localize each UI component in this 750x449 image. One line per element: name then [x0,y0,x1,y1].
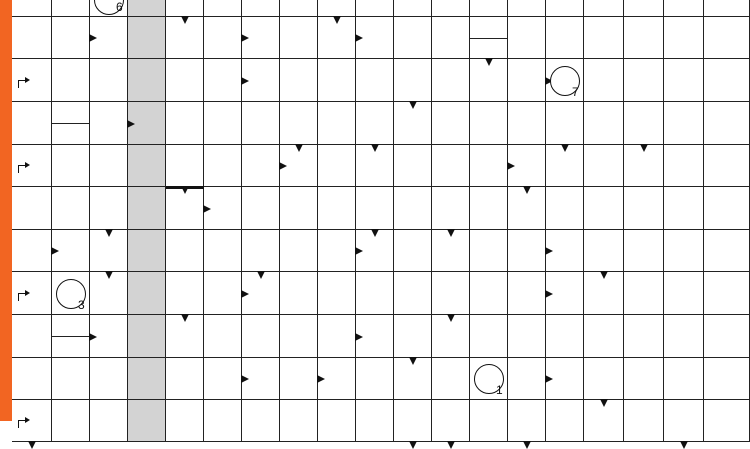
clue-cell [12,0,52,17]
arrow-down-icon [181,16,189,24]
clue-cell [318,315,356,358]
arrow-right-icon [279,162,287,170]
clue-cell [166,145,204,187]
arrow-down-icon [28,441,36,449]
arrow-down-icon [181,186,189,194]
answer-cell[interactable] [204,230,242,272]
answer-cell[interactable] [624,272,664,315]
answer-cell[interactable] [624,230,664,272]
clue-cell [318,0,356,17]
answer-cell[interactable] [624,0,664,17]
answer-cell[interactable] [546,315,584,358]
clue-cell [12,102,52,145]
clue-cell [242,145,280,187]
answer-cell[interactable] [624,358,664,400]
arrow-down-icon [371,144,379,152]
clue-cell [166,400,204,442]
answer-cell[interactable] [508,59,546,102]
arrow-down-icon [447,314,455,322]
entry-arrow-icon [18,80,25,88]
shaded-column-cell [128,0,166,17]
answer-cell[interactable] [470,102,508,145]
crossword-grid [12,0,750,421]
answer-cell[interactable] [546,187,584,230]
arrow-down-icon [680,441,688,449]
answer-cell[interactable] [664,400,704,442]
clue-cell [52,315,90,358]
solution-number: 1 [496,383,503,397]
arrow-right-icon [241,290,249,298]
arrow-down-icon [257,271,265,279]
answer-cell[interactable] [704,230,750,272]
shaded-column-cell [128,17,166,59]
answer-cell[interactable] [624,59,664,102]
answer-cell[interactable] [664,17,704,59]
shaded-column-cell [128,230,166,272]
answer-cell[interactable] [704,145,750,187]
clue-cell [394,0,432,17]
answer-cell[interactable] [584,59,624,102]
arrow-right-icon [241,34,249,42]
answer-cell[interactable] [432,17,470,59]
shaded-column-cell [128,315,166,358]
arrow-down-icon [485,58,493,66]
entry-arrow-icon [18,165,25,173]
solution-number: 7 [572,85,579,99]
answer-cell[interactable] [52,17,90,59]
arrow-right-icon [355,34,363,42]
clue-cell [356,187,394,230]
clue-cell [12,358,52,400]
arrow-down-icon [371,229,379,237]
answer-cell[interactable] [470,187,508,230]
arrow-right-icon [127,120,135,128]
answer-cell[interactable] [704,400,750,442]
answer-cell[interactable] [704,272,750,315]
answer-cell[interactable] [508,0,546,17]
arrow-right-icon [355,333,363,341]
answer-cell[interactable] [394,145,432,187]
clue-cell [318,230,356,272]
shaded-column-cell [128,145,166,187]
answer-cell[interactable] [242,0,280,17]
answer-cell[interactable] [204,315,242,358]
answer-cell[interactable] [166,102,204,145]
answer-cell[interactable] [470,0,508,17]
arrow-down-icon [409,357,417,365]
clue-cell [664,358,704,400]
clue-divider [52,336,89,337]
clue-cell [166,0,204,17]
answer-cell[interactable] [280,0,318,17]
arrow-down-icon [600,399,608,407]
answer-cell[interactable] [704,0,750,17]
answer-cell[interactable] [280,272,318,315]
answer-cell[interactable] [166,230,204,272]
answer-cell[interactable] [584,145,624,187]
answer-cell[interactable] [204,0,242,17]
answer-cell[interactable] [546,0,584,17]
answer-cell[interactable] [52,358,90,400]
answer-cell[interactable] [664,59,704,102]
clue-cell [508,358,546,400]
answer-cell[interactable] [624,315,664,358]
answer-cell[interactable] [242,400,280,442]
clue-cell [280,358,318,400]
answer-cell[interactable] [704,59,750,102]
arrow-down-icon [409,441,417,449]
clue-cell [12,315,52,358]
answer-cell[interactable] [318,102,356,145]
answer-cell[interactable] [204,102,242,145]
answer-cell[interactable] [546,400,584,442]
orange-edge-strip [0,0,12,421]
clue-cell [204,272,242,315]
clue-cell [432,187,470,230]
answer-cell[interactable] [432,59,470,102]
clue-cell [90,187,128,230]
answer-cell[interactable] [432,358,470,400]
answer-cell[interactable] [470,400,508,442]
clue-divider [52,123,89,124]
answer-cell[interactable] [664,315,704,358]
answer-cell[interactable] [432,102,470,145]
answer-cell[interactable] [52,145,90,187]
arrow-down-icon [295,144,303,152]
answer-cell[interactable] [624,400,664,442]
clue-cell [166,272,204,315]
answer-cell[interactable] [318,187,356,230]
arrow-right-icon [203,205,211,213]
answer-cell[interactable] [664,145,704,187]
answer-cell[interactable] [470,230,508,272]
arrow-right-icon [545,375,553,383]
arrow-down-icon [561,144,569,152]
answer-cell[interactable] [318,145,356,187]
clue-cell [204,17,242,59]
clue-cell [432,272,470,315]
arrow-down-icon [523,186,531,194]
arrow-down-icon [447,441,455,449]
clue-cell [624,102,664,145]
clue-cell [280,102,318,145]
answer-cell[interactable] [704,102,750,145]
answer-cell[interactable] [204,145,242,187]
answer-cell[interactable] [280,59,318,102]
answer-cell[interactable] [624,187,664,230]
arrow-right-icon [355,247,363,255]
clue-cell [394,315,432,358]
answer-cell[interactable] [664,230,704,272]
arrow-right-icon [241,375,249,383]
arrow-right-icon [241,77,249,85]
answer-cell[interactable] [664,0,704,17]
answer-cell[interactable] [90,145,128,187]
arrow-down-icon [105,229,113,237]
answer-cell[interactable] [394,230,432,272]
shaded-column-cell [128,187,166,230]
clue-cell [394,400,432,442]
clue-cell [12,230,52,272]
shaded-column-cell [128,400,166,442]
clue-cell [394,59,432,102]
clue-cell [12,17,52,59]
answer-cell[interactable] [318,400,356,442]
answer-cell[interactable] [664,272,704,315]
shaded-column-cell [128,272,166,315]
arrow-down-icon [523,441,531,449]
answer-cell[interactable] [242,187,280,230]
arrow-right-icon [51,247,59,255]
answer-cell[interactable] [242,315,280,358]
clue-cell [280,17,318,59]
clue-cell [12,187,52,230]
answer-cell[interactable] [584,0,624,17]
answer-cell[interactable] [508,102,546,145]
answer-cell[interactable] [664,102,704,145]
answer-cell[interactable] [704,17,750,59]
arrow-down-icon [409,101,417,109]
clue-cell [508,272,546,315]
answer-cell[interactable] [584,17,624,59]
clue-cell [356,102,394,145]
answer-cell[interactable] [204,59,242,102]
answer-cell[interactable] [356,358,394,400]
arrow-right-icon [545,247,553,255]
arrow-right-icon [89,34,97,42]
answer-cell[interactable] [584,187,624,230]
answer-cell[interactable] [432,145,470,187]
answer-cell[interactable] [356,0,394,17]
answer-cell[interactable] [394,17,432,59]
answer-cell[interactable] [508,17,546,59]
answer-cell[interactable] [432,0,470,17]
answer-cell[interactable] [356,400,394,442]
answer-cell[interactable] [90,59,128,102]
answer-cell[interactable] [394,272,432,315]
answer-cell[interactable] [52,400,90,442]
answer-cell[interactable] [280,400,318,442]
solution-number: 6 [116,0,123,14]
answer-cell[interactable] [584,315,624,358]
clue-divider [470,38,507,39]
clue-cell [584,230,624,272]
arrow-down-icon [333,16,341,24]
clue-cell [584,358,624,400]
clue-cell [242,230,280,272]
clue-cell [166,59,204,102]
answer-cell[interactable] [508,400,546,442]
clue-cell [508,230,546,272]
clue-cell [470,145,508,187]
shaded-column-cell [128,358,166,400]
answer-cell[interactable] [90,400,128,442]
answer-cell[interactable] [280,315,318,358]
answer-cell[interactable] [470,272,508,315]
answer-cell[interactable] [664,187,704,230]
answer-cell[interactable] [704,358,750,400]
arrow-right-icon [507,162,515,170]
arrow-right-icon [89,333,97,341]
arrow-right-icon [545,290,553,298]
solution-number: 3 [78,298,85,312]
entry-arrow-icon [18,293,25,301]
answer-cell[interactable] [318,59,356,102]
answer-cell[interactable] [166,358,204,400]
answer-cell[interactable] [624,17,664,59]
answer-cell[interactable] [52,187,90,230]
arrow-down-icon [105,271,113,279]
answer-cell[interactable] [52,0,90,17]
shaded-column-cell [128,59,166,102]
answer-cell[interactable] [704,187,750,230]
answer-cell[interactable] [318,272,356,315]
answer-cell[interactable] [204,400,242,442]
answer-cell[interactable] [280,230,318,272]
answer-cell[interactable] [704,315,750,358]
answer-cell[interactable] [356,272,394,315]
clue-cell [546,102,584,145]
answer-cell[interactable] [242,102,280,145]
entry-arrow-icon [18,420,25,428]
arrow-down-icon [181,314,189,322]
clue-cell [470,17,508,59]
answer-cell[interactable] [356,59,394,102]
answer-cell[interactable] [508,315,546,358]
answer-cell[interactable] [90,358,128,400]
answer-cell[interactable] [546,17,584,59]
arrow-right-icon [317,375,325,383]
arrow-down-icon [447,229,455,237]
clue-cell [432,400,470,442]
answer-cell[interactable] [470,315,508,358]
arrow-down-icon [600,271,608,279]
clue-cell [204,358,242,400]
answer-cell[interactable] [584,102,624,145]
answer-cell[interactable] [280,187,318,230]
answer-cell[interactable] [52,59,90,102]
answer-cell[interactable] [394,187,432,230]
clue-cell [52,102,90,145]
arrow-down-icon [640,144,648,152]
answer-cell[interactable] [90,102,128,145]
